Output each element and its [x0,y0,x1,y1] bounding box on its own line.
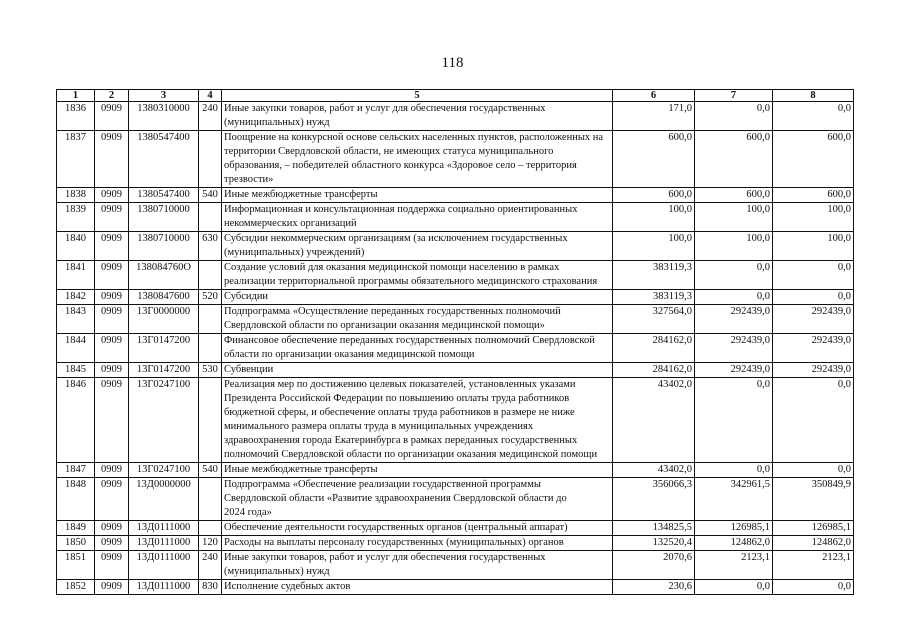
section-code: 0909 [95,232,129,261]
row-number: 1849 [57,521,95,536]
target-code: 1380847600 [129,290,199,305]
target-code: 13Г0247100 [129,463,199,478]
expense-type-code: 120 [199,536,222,551]
target-code: 13Г0147200 [129,334,199,363]
amount-year-3: 0,0 [773,463,854,478]
amount-year-2: 100,0 [695,203,773,232]
header-col-2: 2 [95,90,129,102]
amount-year-1: 171,0 [613,102,695,131]
row-number: 1845 [57,363,95,378]
amount-year-1: 100,0 [613,232,695,261]
row-number: 1842 [57,290,95,305]
item-name: Подпрограмма «Осуществление переданных государственных полномочий Свердловской области по организации оказания медицинской помощи» [222,305,613,334]
item-name: Иные межбюджетные трансферты [222,188,613,203]
amount-year-3: 292439,0 [773,305,854,334]
amount-year-2: 2123,1 [695,551,773,580]
section-code: 0909 [95,580,129,595]
item-name: Создание условий для оказания медицинской помощи населению в рамках реализации территориальной программы обязательного медицинского страхования [222,261,613,290]
amount-year-2: 600,0 [695,188,773,203]
item-name: Субсидии некоммерческим организациям (за исключением государственных (муниципальных) учреждений) [222,232,613,261]
expense-type-code [199,378,222,463]
page-number: 118 [441,55,464,71]
table-row [57,232,854,261]
amount-year-2: 126985,1 [695,521,773,536]
table-row [57,363,854,378]
item-name: Реализация мер по достижению целевых показателей, установленных указами Президента Российской Федерации по повышению оплаты труда работников бюджетной сферы, и обеспечение оплаты труда работников в размере не ниже минимального размера оплаты труда в муниципальных учреждениях здравоохранения города Екатеринбурга в рамках переданных государственных полномочий Свердловской области по организации оказания медицинской помощи [222,378,613,463]
target-code: 13Д0000000 [129,478,199,521]
amount-year-3: 292439,0 [773,334,854,363]
section-code: 0909 [95,334,129,363]
row-number: 1846 [57,378,95,463]
amount-year-1: 600,0 [613,188,695,203]
target-code: 13Д0111000 [129,521,199,536]
expense-type-code [199,203,222,232]
amount-year-3: 100,0 [773,203,854,232]
expense-type-code [199,305,222,334]
amount-year-1: 383119,3 [613,261,695,290]
target-code: 13Д0111000 [129,580,199,595]
amount-year-3: 124862,0 [773,536,854,551]
table-row [57,521,854,536]
table-row [57,536,854,551]
amount-year-1: 132520,4 [613,536,695,551]
amount-year-3: 0,0 [773,290,854,305]
budget-table [56,89,854,595]
amount-year-2: 342961,5 [695,478,773,521]
table-row [57,290,854,305]
section-code: 0909 [95,290,129,305]
amount-year-3: 292439,0 [773,363,854,378]
table-body [57,102,854,595]
amount-year-2: 600,0 [695,131,773,188]
item-name: Субвенции [222,363,613,378]
amount-year-2: 0,0 [695,580,773,595]
target-code: 13Г0247100 [129,378,199,463]
amount-year-1: 2070,6 [613,551,695,580]
section-code: 0909 [95,521,129,536]
item-name: Информационная и консультационная поддержка социально ориентированных некоммерческих организаций [222,203,613,232]
row-number: 1840 [57,232,95,261]
row-number: 1847 [57,463,95,478]
amount-year-1: 383119,3 [613,290,695,305]
amount-year-1: 43402,0 [613,378,695,463]
amount-year-3: 600,0 [773,131,854,188]
table-row [57,580,854,595]
row-number: 1851 [57,551,95,580]
row-number: 1837 [57,131,95,188]
item-name: Обеспечение деятельности государственных органов (центральный аппарат) [222,521,613,536]
amount-year-3: 0,0 [773,261,854,290]
section-code: 0909 [95,102,129,131]
item-name: Подпрограмма «Обеспечение реализации государственной программы Свердловской области «Развитие здравоохранения Свердловской области до 2024 года» [222,478,613,521]
item-name: Финансовое обеспечение переданных государственных полномочий Свердловской области по организации оказания медицинской помощи [222,334,613,363]
amount-year-3: 126985,1 [773,521,854,536]
amount-year-2: 0,0 [695,261,773,290]
header-col-3: 3 [129,90,199,102]
expense-type-code [199,261,222,290]
table-row [57,131,854,188]
item-name: Расходы на выплаты персоналу государственных (муниципальных) органов [222,536,613,551]
expense-type-code [199,478,222,521]
amount-year-3: 600,0 [773,188,854,203]
target-code: 138084760О [129,261,199,290]
table-row [57,261,854,290]
table-row [57,188,854,203]
section-code: 0909 [95,131,129,188]
section-code: 0909 [95,536,129,551]
target-code: 1380710000 [129,232,199,261]
row-number: 1843 [57,305,95,334]
expense-type-code: 240 [199,102,222,131]
expense-type-code: 530 [199,363,222,378]
header-col-1: 1 [57,90,95,102]
table-row [57,203,854,232]
item-name: Иные закупки товаров, работ и услуг для обеспечения государственных (муниципальных) нужд [222,551,613,580]
section-code: 0909 [95,378,129,463]
amount-year-1: 356066,3 [613,478,695,521]
header-col-4: 4 [199,90,222,102]
item-name: Поощрение на конкурсной основе сельских населенных пунктов, расположенных на территории Свердловской области, не имеющих статуса муниципального образования, – победителей областного конкурса «Здоровое село – территория трезвости» [222,131,613,188]
amount-year-1: 600,0 [613,131,695,188]
table-row [57,463,854,478]
expense-type-code: 240 [199,551,222,580]
section-code: 0909 [95,363,129,378]
amount-year-1: 327564,0 [613,305,695,334]
table-header-row [57,90,854,102]
amount-year-2: 124862,0 [695,536,773,551]
expense-type-code: 630 [199,232,222,261]
target-code: 13Д0111000 [129,551,199,580]
row-number: 1852 [57,580,95,595]
target-code: 13Г0147200 [129,363,199,378]
expense-type-code [199,521,222,536]
table-row [57,551,854,580]
section-code: 0909 [95,203,129,232]
row-number: 1850 [57,536,95,551]
amount-year-2: 100,0 [695,232,773,261]
amount-year-2: 0,0 [695,463,773,478]
amount-year-3: 0,0 [773,378,854,463]
target-code: 13Г0000000 [129,305,199,334]
table-row [57,378,854,463]
header-col-8: 8 [773,90,854,102]
amount-year-1: 134825,5 [613,521,695,536]
section-code: 0909 [95,261,129,290]
expense-type-code: 830 [199,580,222,595]
expense-type-code: 540 [199,463,222,478]
row-number: 1838 [57,188,95,203]
row-number: 1841 [57,261,95,290]
amount-year-2: 0,0 [695,102,773,131]
section-code: 0909 [95,463,129,478]
table-row [57,478,854,521]
item-name: Исполнение судебных актов [222,580,613,595]
header-col-7: 7 [695,90,773,102]
target-code: 1380710000 [129,203,199,232]
expense-type-code [199,334,222,363]
amount-year-2: 292439,0 [695,305,773,334]
amount-year-2: 0,0 [695,290,773,305]
table-row [57,102,854,131]
section-code: 0909 [95,551,129,580]
target-code: 13Д0111000 [129,536,199,551]
row-number: 1848 [57,478,95,521]
amount-year-3: 0,0 [773,102,854,131]
row-number: 1844 [57,334,95,363]
amount-year-1: 230,6 [613,580,695,595]
expense-type-code: 520 [199,290,222,305]
target-code: 1380310000 [129,102,199,131]
expense-type-code [199,131,222,188]
header-col-6: 6 [613,90,695,102]
amount-year-3: 0,0 [773,580,854,595]
section-code: 0909 [95,188,129,203]
section-code: 0909 [95,478,129,521]
row-number: 1839 [57,203,95,232]
amount-year-1: 284162,0 [613,334,695,363]
amount-year-2: 0,0 [695,378,773,463]
amount-year-1: 100,0 [613,203,695,232]
table-row [57,305,854,334]
item-name: Иные межбюджетные трансферты [222,463,613,478]
target-code: 1380547400 [129,188,199,203]
amount-year-3: 2123,1 [773,551,854,580]
row-number: 1836 [57,102,95,131]
section-code: 0909 [95,305,129,334]
expense-type-code: 540 [199,188,222,203]
table-row [57,334,854,363]
target-code: 1380547400 [129,131,199,188]
amount-year-1: 284162,0 [613,363,695,378]
amount-year-2: 292439,0 [695,334,773,363]
amount-year-3: 100,0 [773,232,854,261]
amount-year-1: 43402,0 [613,463,695,478]
item-name: Субсидии [222,290,613,305]
amount-year-2: 292439,0 [695,363,773,378]
header-col-5: 5 [222,90,613,102]
item-name: Иные закупки товаров, работ и услуг для обеспечения государственных (муниципальных) нужд [222,102,613,131]
amount-year-3: 350849,9 [773,478,854,521]
